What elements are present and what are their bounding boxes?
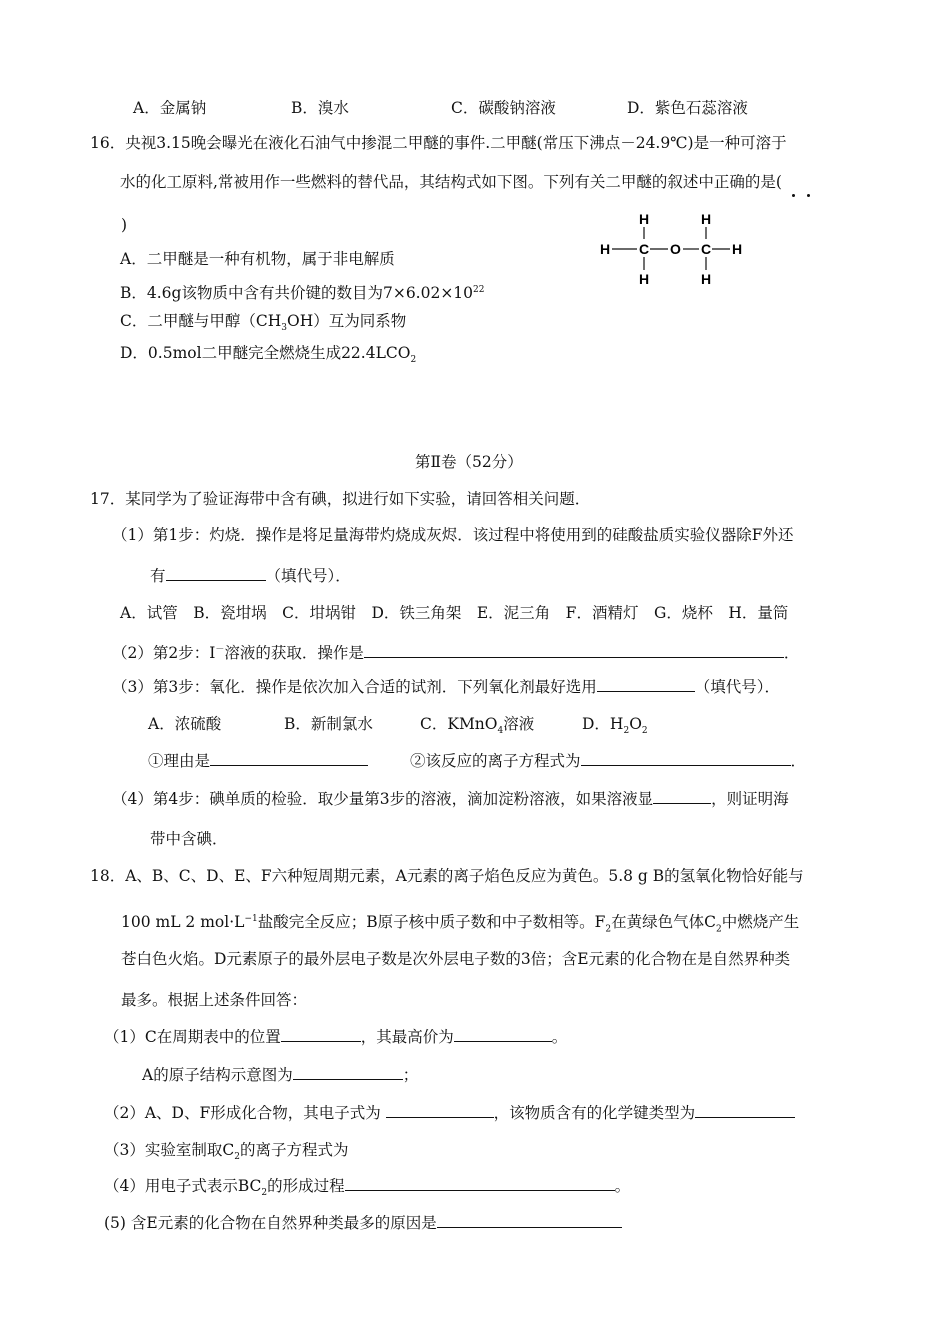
q17-part3-option-d-text-mid: O: [629, 715, 642, 733]
superscript: −1: [244, 914, 258, 924]
q16-stem-line3: ): [121, 216, 128, 234]
q17-part2: [112, 640, 799, 663]
answer-blank[interactable]: [597, 677, 695, 692]
q17-part3: [112, 677, 780, 697]
q18-part4-text-end: 。: [614, 1177, 631, 1195]
q18-stem-line4: 最多。根据上述条件回答：: [121, 991, 308, 1009]
q17-part3-reason: [148, 751, 368, 771]
section-title: 第Ⅱ卷（52分）: [415, 453, 523, 471]
q17-part4-line1: [112, 789, 789, 809]
q17-part1-text: 有: [150, 567, 166, 585]
q18-part2-text-mid: ，该物质含有的化学键类型为: [493, 1104, 696, 1122]
q17-part1-text-end: （填代号）．: [265, 567, 351, 585]
q16-option-b-exponent: 22: [473, 285, 485, 295]
subscript: 2: [234, 1152, 240, 1163]
q16-option-d-subscript: 2: [410, 355, 417, 366]
q18-part1: [104, 1027, 567, 1047]
q16-option-d-text: D．0.5mol二甲醚完全燃烧生成22.4LCO: [120, 344, 411, 362]
q17-intro: 17．某同学为了验证海带中含有碘，拟进行如下实验，请回答相关问题．: [90, 490, 591, 508]
q17-part1-line2: [150, 566, 351, 586]
q18-part2: [104, 1103, 795, 1123]
answer-blank[interactable]: [293, 1065, 403, 1080]
q18-part3-text: （3）实验室制取C: [104, 1141, 235, 1159]
q17-part3-option-c-text-end: 溶液: [503, 715, 535, 733]
q17-part3-option-a: A．浓硫酸: [148, 715, 222, 733]
q17-part2-text: （2）第2步：I: [112, 644, 216, 663]
subscript: 2: [641, 726, 648, 737]
answer-blank[interactable]: [345, 1176, 615, 1191]
q16-stem-line2: 水的化工原料,常被用作一些燃料的替代品，其结构式如下图。下列有关二甲醚的叙述中正确的是(: [120, 173, 782, 191]
q18-part1-text: （1）C在周期表中的位置: [104, 1028, 281, 1046]
q16-option-a: A．二甲醚是一种有机物，属于非电解质: [120, 250, 395, 268]
q17-part1-line1: （1）第1步：灼烧．操作是将足量海带灼烧成灰烬．该过程中将使用到的硅酸盐质实验仪器除F外还: [112, 526, 794, 544]
q15-option-a: A．金属钠: [133, 99, 207, 117]
q18-stem-text: 100 mL 2 mol·L: [121, 913, 245, 932]
q16-option-c-subscript: 3: [281, 323, 287, 334]
q18-part4-text: （4）用电子式表示BC: [104, 1177, 262, 1195]
subscript: 4: [497, 726, 504, 737]
atom-h-left: H: [600, 241, 611, 257]
subscript: 2: [261, 1188, 268, 1199]
q18-part5-text: (5) 含E元素的化合物在自然界种类最多的原因是: [104, 1214, 437, 1232]
q16-option-d: [120, 343, 416, 370]
atom-c-left: C: [639, 241, 650, 257]
answer-blank[interactable]: [695, 1103, 795, 1118]
q17-part2-text-mid: 溶液的获取．操作是: [224, 644, 364, 663]
subscript: 2: [605, 924, 612, 935]
atom-h-bottom-right: H: [701, 271, 712, 287]
q18-part1-text-end: 。: [551, 1028, 568, 1046]
q16-option-c-text: C．二甲醚与甲醇（CH: [120, 312, 282, 330]
answer-blank[interactable]: [653, 789, 711, 804]
q18-part5: [104, 1213, 622, 1233]
q17-part1-options: A．试管 B．瓷坩埚 C．坩埚钳 D．铁三角架 E．泥三角 F．酒精灯 G．烧杯 H．量筒: [120, 604, 789, 622]
q18-stem-text-end: 中燃烧产生: [721, 913, 800, 932]
atom-h-right: H: [732, 241, 743, 257]
q17-part2-text-end: ．: [783, 644, 800, 663]
q17-part3-equation-text: ②该反应的离子方程式为: [410, 752, 581, 770]
dimethyl-ether-structure: [598, 208, 758, 290]
q15-option-b: B．溴水: [291, 99, 349, 117]
answer-blank[interactable]: [386, 1103, 494, 1118]
q16-option-c: [120, 311, 406, 338]
q18-part1-text-mid: ，其最高价为: [360, 1028, 454, 1046]
q17-part3-option-d: [582, 714, 648, 741]
q17-part3-option-d-text: D．H: [582, 715, 624, 733]
q18-stem-line1: 18．A、B、C、D、E、F六种短周期元素，A元素的离子焰色反应为黄色。5.8 g B的氢氧化物恰好能与: [90, 867, 804, 885]
answer-blank[interactable]: [437, 1213, 622, 1228]
q18-stem-line3: 苍白色火焰。D元素原子的最外层电子数是次外层电子数的3倍；含E元素的化合物在是自然界种类: [121, 950, 791, 968]
atom-o: O: [670, 241, 681, 257]
atom-c-right: C: [701, 241, 712, 257]
answer-blank[interactable]: [364, 643, 784, 658]
q16-option-b-text: B．4.6g该物质中含有共价键的数目为7×6.02×10: [120, 284, 474, 303]
subscript: 2: [715, 924, 722, 935]
answer-blank[interactable]: [281, 1027, 361, 1042]
q16-option-b: [120, 280, 485, 303]
q18-part2-text: （2）A、D、F形成化合物，其电子式为: [104, 1104, 386, 1122]
answer-blank[interactable]: [581, 751, 791, 766]
q17-part3-option-b: B．新制氯水: [284, 715, 373, 733]
q17-part3-equation: [410, 751, 806, 771]
q17-part3-text-end: （填代号）．: [694, 678, 780, 696]
q18-part3-text-end: 的离子方程式为: [239, 1141, 349, 1159]
q17-part4-line2: 带中含碘．: [150, 830, 228, 848]
atom-h-top-right: H: [701, 211, 712, 227]
q16-stem-line1: 16．央视3.15晚会曝光在液化石油气中掺混二甲醚的事件.二甲醚(常压下沸点－24.9℃)是一种可溶于: [90, 134, 787, 152]
q15-option-d: D．紫色石蕊溶液: [627, 99, 748, 117]
emphasis-dot: [807, 194, 810, 197]
q18-part1b-text: A的原子结构示意图为: [142, 1066, 293, 1084]
q18-stem-text-mid: 盐酸完全反应；B原子核中质子数和中子数相等。F: [257, 913, 606, 932]
q18-part4-text-mid: 的形成过程: [267, 1177, 345, 1195]
subscript: 2: [623, 726, 630, 737]
q17-part2-superscript: －: [215, 645, 225, 655]
q17-part4-text-end: ，则证明海: [711, 790, 789, 808]
answer-blank[interactable]: [166, 566, 266, 581]
atom-h-top-left: H: [639, 211, 650, 227]
q17-part3-option-c-text: C．KMnO: [420, 715, 498, 733]
answer-blank[interactable]: [454, 1027, 552, 1042]
answer-blank[interactable]: [210, 751, 368, 766]
q15-option-c: C．碳酸钠溶液: [451, 99, 556, 117]
atom-h-bottom-left: H: [639, 271, 650, 287]
q18-stem-line2: [121, 909, 799, 939]
q17-part3-equation-end: ．: [790, 752, 807, 770]
q18-part1b: [142, 1065, 418, 1085]
q17-part3-text: （3）第3步：氧化．操作是依次加入合适的试剂．下列氧化剂最好选用: [112, 678, 597, 696]
q16-option-c-text-end: OH）互为同系物: [286, 312, 407, 330]
q18-stem-text-mid2: 在黄绿色气体C: [611, 913, 716, 932]
q17-part3-option-c: [420, 714, 534, 741]
emphasis-dot: [792, 194, 795, 197]
q17-part4-text: （4）第4步：碘单质的检验．取少量第3步的溶液，滴加淀粉溶液，如果溶液显: [112, 790, 654, 808]
q18-part3: [104, 1140, 348, 1167]
q17-part3-reason-text: ①理由是: [148, 752, 211, 770]
q18-part1b-text-end: ；: [402, 1066, 419, 1084]
q18-part4: [104, 1176, 630, 1203]
